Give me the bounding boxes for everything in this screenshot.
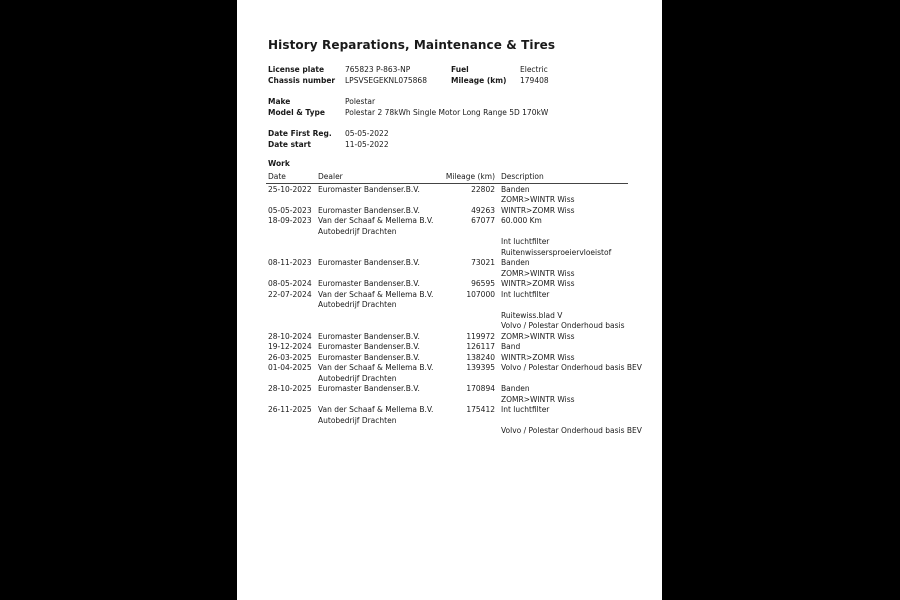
info-label: Chassis number xyxy=(268,75,336,85)
make-model-grid xyxy=(268,97,630,118)
work-row-description: WINTR>ZOMR Wiss xyxy=(501,352,575,362)
work-row xyxy=(268,405,642,437)
work-row-dealer: Euromaster Bandenser.B.V. xyxy=(318,205,420,215)
work-row-date: 25-10-2022 xyxy=(268,184,312,194)
work-row-description: Int luchtfilter Volvo / Polestar Onderhoud basis BEV xyxy=(501,405,642,435)
work-row-description: Banden ZOMR>WINTR Wiss xyxy=(501,184,575,204)
work-row-date: 08-05-2024 xyxy=(268,279,312,288)
column-header-dealer: Dealer xyxy=(318,171,343,181)
work-row-description: Volvo / Polestar Onderhoud basis BEV xyxy=(501,363,642,372)
info-value: 11-05-2022 xyxy=(345,139,389,149)
info-value: 05-05-2022 xyxy=(345,129,389,138)
work-row-dealer: Van der Schaaf & Mellema B.V. Autobedrijf Drachten xyxy=(318,405,434,425)
work-row-dealer: Euromaster Bandenser.B.V. xyxy=(318,331,420,341)
work-row-date: 01-04-2025 xyxy=(268,363,312,372)
work-row-date: 19-12-2024 xyxy=(268,342,312,351)
registration-dates-grid xyxy=(268,129,630,150)
info-value: Polestar 2 78kWh Single Motor Long Range 5D 170kW xyxy=(345,107,549,117)
work-row-dealer: Euromaster Bandenser.B.V. xyxy=(318,279,420,288)
work-row-date: 26-03-2025 xyxy=(268,352,312,362)
work-row-date: 05-05-2023 xyxy=(268,205,312,215)
work-row xyxy=(268,290,630,332)
info-label: License plate xyxy=(268,65,325,74)
info-label: Date First Reg. xyxy=(268,129,332,138)
column-header-description: Description xyxy=(501,171,544,181)
work-row-mileage: 119972 xyxy=(466,331,495,341)
work-row-description: Banden ZOMR>WINTR Wiss xyxy=(501,384,575,404)
work-row xyxy=(268,258,630,279)
work-row-dealer: Euromaster Bandenser.B.V. xyxy=(318,342,420,351)
work-row-dealer: Euromaster Bandenser.B.V. xyxy=(318,352,420,362)
work-row-description: WINTR>ZOMR Wiss xyxy=(501,205,575,215)
work-row-mileage: 22802 xyxy=(471,184,495,194)
info-value: 765823 P-863-NP xyxy=(345,65,411,74)
work-row-mileage: 96595 xyxy=(471,279,495,288)
work-table-header xyxy=(268,172,630,181)
page-title: History Reparations, Maintenance & Tires xyxy=(268,38,556,52)
work-row xyxy=(268,185,630,206)
table-header-rule xyxy=(266,183,628,184)
work-row-mileage: 107000 xyxy=(466,289,495,299)
work-row xyxy=(268,206,630,217)
work-row-date: 28-10-2025 xyxy=(268,384,312,393)
work-row-date: 28-10-2024 xyxy=(268,331,312,341)
document-page xyxy=(237,0,662,600)
work-row xyxy=(268,363,642,384)
work-row-description: ZOMR>WINTR Wiss xyxy=(501,331,575,341)
info-value: 179408 xyxy=(520,75,549,85)
work-row xyxy=(268,279,630,290)
work-row-mileage: 138240 xyxy=(466,352,495,362)
work-row-dealer: Euromaster Bandenser.B.V. xyxy=(318,184,420,194)
work-row-description: Banden ZOMR>WINTR Wiss xyxy=(501,258,575,278)
work-row-description: WINTR>ZOMR Wiss xyxy=(501,279,575,288)
work-row-mileage: 170894 xyxy=(466,384,495,393)
work-row-dealer: Van der Schaaf & Mellema B.V. Autobedrijf Drachten xyxy=(318,289,434,309)
info-value: Polestar xyxy=(345,97,376,106)
work-row-date: 22-07-2024 xyxy=(268,289,312,299)
info-value: Electric xyxy=(520,65,548,74)
work-row-mileage: 139395 xyxy=(466,363,495,372)
work-row xyxy=(268,342,630,353)
work-row-date: 18-09-2023 xyxy=(268,216,312,225)
info-label: Fuel xyxy=(451,65,469,74)
work-row-mileage: 175412 xyxy=(466,405,495,414)
work-row-description: Int luchtfilter Ruitewiss.blad V Volvo / Polestar Onderhoud basis xyxy=(501,289,625,330)
work-section-title: Work xyxy=(268,159,290,168)
work-row-mileage: 73021 xyxy=(471,258,495,267)
work-row-description: 60.000 Km Int luchtfilter Ruitenwissersproeiervloeistof xyxy=(501,216,612,257)
work-row xyxy=(268,353,630,364)
work-row-description: Band xyxy=(501,342,521,351)
work-row-mileage: 126117 xyxy=(466,342,495,351)
info-label: Make xyxy=(268,97,291,106)
info-label: Mileage (km) xyxy=(451,75,507,85)
work-row-dealer: Van der Schaaf & Mellema B.V. Autobedrijf Drachten xyxy=(318,216,434,236)
info-label: Date start xyxy=(268,139,311,149)
work-row-date: 08-11-2023 xyxy=(268,258,312,267)
work-table-body xyxy=(268,184,642,437)
column-header-date: Date xyxy=(268,171,286,181)
work-row-dealer: Euromaster Bandenser.B.V. xyxy=(318,384,420,393)
work-row-mileage: 49263 xyxy=(471,205,495,215)
vehicle-info-grid xyxy=(268,65,630,86)
work-row-dealer: Van der Schaaf & Mellema B.V. Autobedrijf Drachten xyxy=(318,363,434,383)
info-value: LPSVSEGEKNL075868 xyxy=(345,75,427,85)
column-header-mileage: Mileage (km) xyxy=(445,171,495,181)
info-label: Model & Type xyxy=(268,107,325,117)
work-row xyxy=(268,332,630,343)
work-row-dealer: Euromaster Bandenser.B.V. xyxy=(318,258,420,267)
work-row-mileage: 67077 xyxy=(471,216,495,225)
work-row xyxy=(268,216,630,258)
work-row-date: 26-11-2025 xyxy=(268,405,312,414)
work-row xyxy=(268,384,630,405)
